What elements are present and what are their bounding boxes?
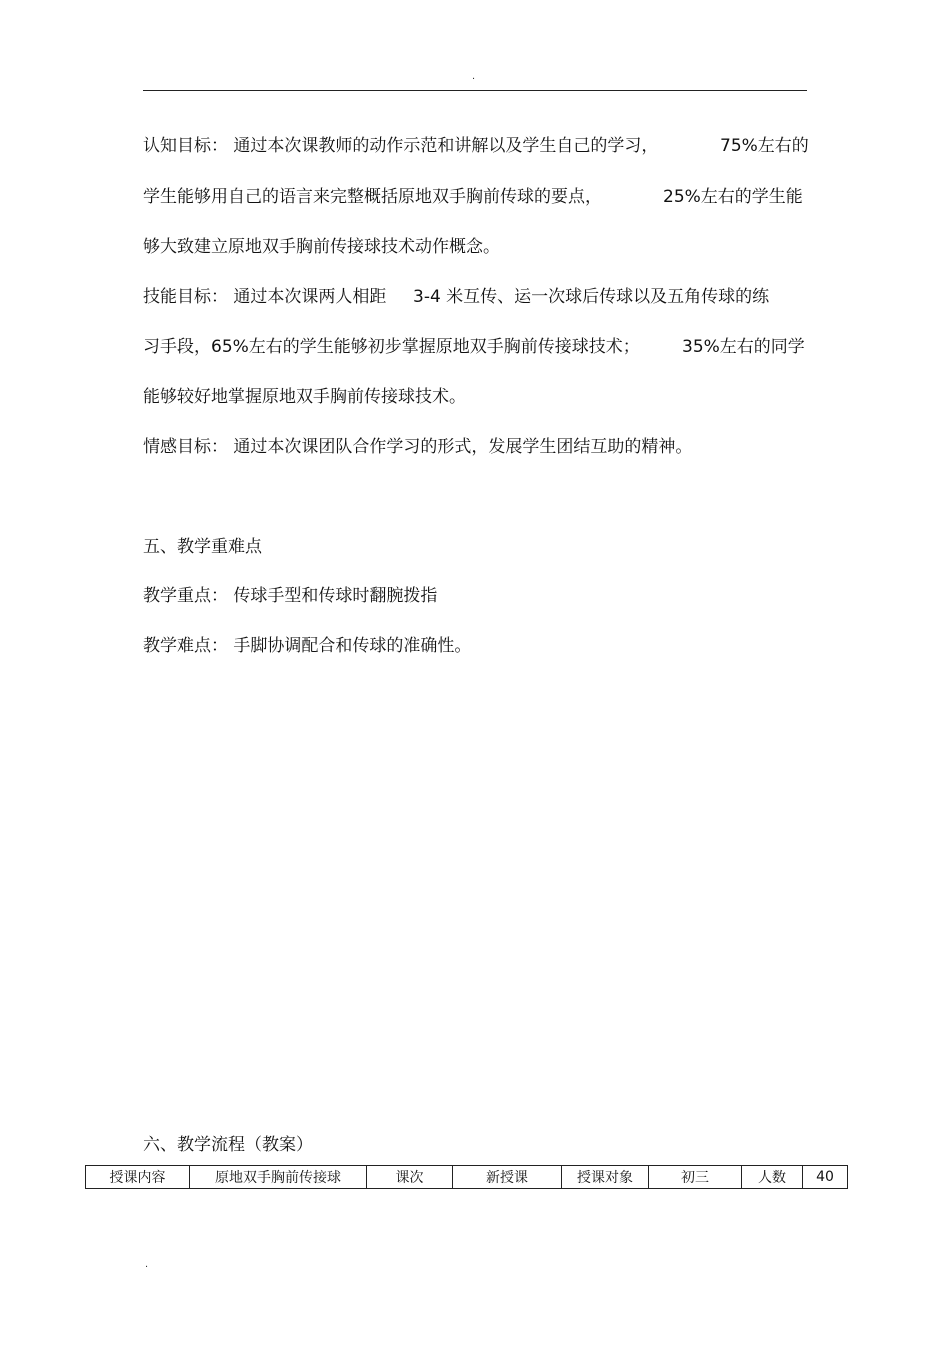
header-mark: . <box>472 70 476 82</box>
table-cell-count-value: 40 <box>803 1166 848 1189</box>
cognitive-objective-line-3: 够大致建立原地双手胸前传接球技术动作概念。 <box>143 237 500 257</box>
table-cell-session-label: 课次 <box>367 1166 453 1189</box>
header-rule <box>143 90 807 91</box>
cognitive-objective-line-1a: 认知目标： 通过本次课教师的动作示范和讲解以及学生自己的学习， <box>143 136 659 156</box>
difficulty-point: 教学难点： 手脚协调配合和传球的准确性。 <box>143 636 472 656</box>
cognitive-objective-line-2b: 25%左右的学生能 <box>663 187 803 207</box>
table-cell-subject-value: 原地双手胸前传接球 <box>190 1166 367 1189</box>
key-point: 教学重点： 传球手型和传球时翻腕拨指 <box>143 586 438 606</box>
table-cell-audience-value: 初三 <box>649 1166 742 1189</box>
skill-objective-line-1a: 技能目标： 通过本次课两人相距 <box>143 287 387 307</box>
skill-objective-line-3: 能够较好地掌握原地双手胸前传接球技术。 <box>143 387 466 407</box>
table-row <box>86 1166 848 1189</box>
skill-objective-line-1b: 3-4 米互传、运一次球后传球以及五角传球的练 <box>413 287 770 307</box>
section5-title: 五、教学重难点 <box>143 537 262 557</box>
affective-objective-line-1: 情感目标： 通过本次课团队合作学习的形式，发展学生团结互助的精神。 <box>143 437 693 457</box>
table-cell-subject-label: 授课内容 <box>86 1166 190 1189</box>
table-cell-session-value: 新授课 <box>453 1166 562 1189</box>
table-cell-count-label: 人数 <box>742 1166 803 1189</box>
section6-title: 六、教学流程（教案） <box>143 1135 313 1155</box>
table-cell-audience-label: 授课对象 <box>562 1166 649 1189</box>
lesson-info-table <box>85 1165 848 1189</box>
skill-objective-line-2a: 习手段，65%左右的学生能够初步掌握原地双手胸前传接球技术； <box>143 337 640 357</box>
cognitive-objective-line-1b: 75%左右的 <box>720 136 809 156</box>
cognitive-objective-line-2a: 学生能够用自己的语言来完整概括原地双手胸前传球的要点， <box>143 187 602 207</box>
skill-objective-line-2b: 35%左右的同学 <box>682 337 805 357</box>
footer-mark: . <box>145 1258 149 1270</box>
